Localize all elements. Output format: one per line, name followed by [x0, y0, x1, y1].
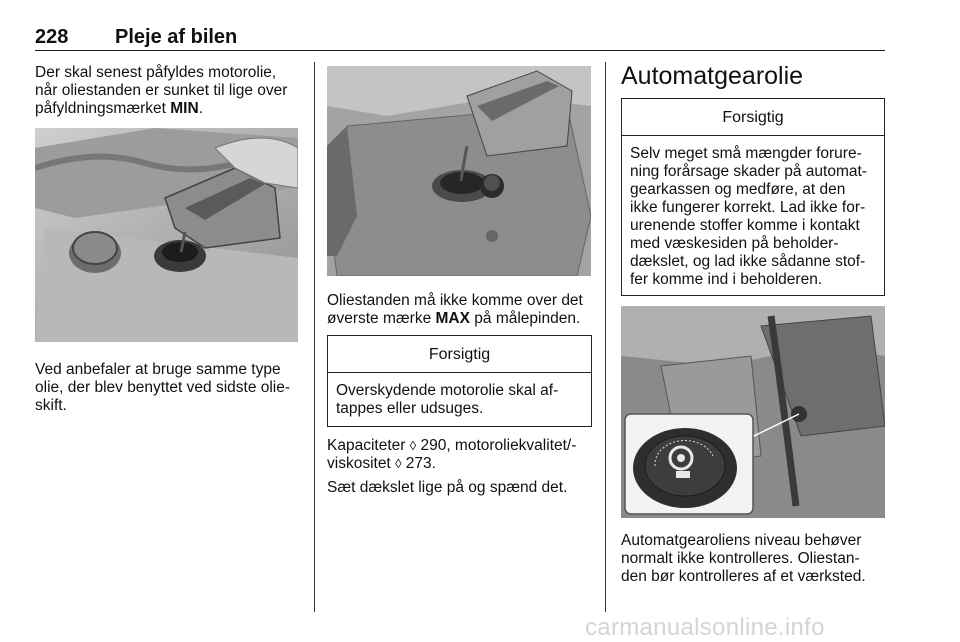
oil-fill-photo-2 — [327, 66, 591, 276]
capacity-line-1: Kapaciteter ◊ 290, motoroliekvalitet/- — [327, 437, 577, 454]
column-3-note — [621, 532, 891, 586]
page-ref-icon: ◊ — [409, 438, 417, 453]
capacity-line-2: viskositet ◊ 273. — [327, 455, 436, 472]
rec-line-2: olie, der blev benyttet ved sidste olie- — [35, 379, 291, 396]
column-1-intro — [35, 64, 305, 118]
note-line-2: normalt ikke kontrolleres. Oliestan- — [621, 550, 860, 567]
column-2-level — [327, 292, 599, 328]
level-line-1: Oliestanden må ikke komme over det — [327, 292, 583, 309]
column-divider-2 — [605, 62, 606, 612]
gear-oil-cap-photo — [621, 306, 885, 518]
caution-body: Overskydende motorolie skal af- tappes eller udsuges. — [336, 382, 559, 417]
column-divider-1 — [314, 62, 315, 612]
column-2-capacity — [327, 437, 599, 497]
caution-title: Forsigtig — [328, 336, 591, 373]
oil-fill-photo-1 — [35, 128, 298, 342]
caution-box-gear — [621, 98, 885, 296]
page-ref-icon: ◊ — [395, 456, 402, 471]
rec-line-1: Ved anbefaler at bruge samme type — [35, 361, 281, 378]
rec-line-3: skift. — [35, 397, 67, 414]
caution-box-oil — [327, 335, 592, 427]
min-mark: MIN — [170, 100, 199, 117]
page-header — [35, 26, 885, 51]
max-mark: MAX — [435, 310, 470, 327]
watermark: carmanualsonline.info — [585, 614, 825, 641]
note-line-3: den bør kontrolleres af et værksted. — [621, 568, 866, 585]
note-line-1: Automatgearoliens niveau behøver — [621, 532, 862, 549]
intro-line-2: når oliestanden er sunket til lige over — [35, 82, 288, 99]
heading-automatic-gear-oil: Automatgearolie — [621, 62, 804, 90]
intro-line-3: påfyldningsmærket MIN. — [35, 100, 203, 117]
caution-body: Selv meget små mængder forure- ning forårsage skader på automat- gearkassen og medføre, at den ikke fungerer korrekt. Lad ikke for- urenende stoffer komme i kontakt med væskesiden på beholder- dækslet, og lad ikke sådanne stof- fer komme ind i beholderen. — [630, 145, 867, 288]
cap-instruction: Sæt dækslet lige på og spænd det. — [327, 479, 568, 496]
intro-line-1: Der skal senest påfyldes motorolie, — [35, 64, 277, 81]
section-title: Pleje af bilen — [115, 26, 238, 48]
caution-title: Forsigtig — [622, 99, 884, 136]
level-line-2: øverste mærke MAX på målepinden. — [327, 310, 581, 327]
column-1-recommendation — [35, 361, 305, 415]
page-number: 228 — [35, 26, 69, 48]
